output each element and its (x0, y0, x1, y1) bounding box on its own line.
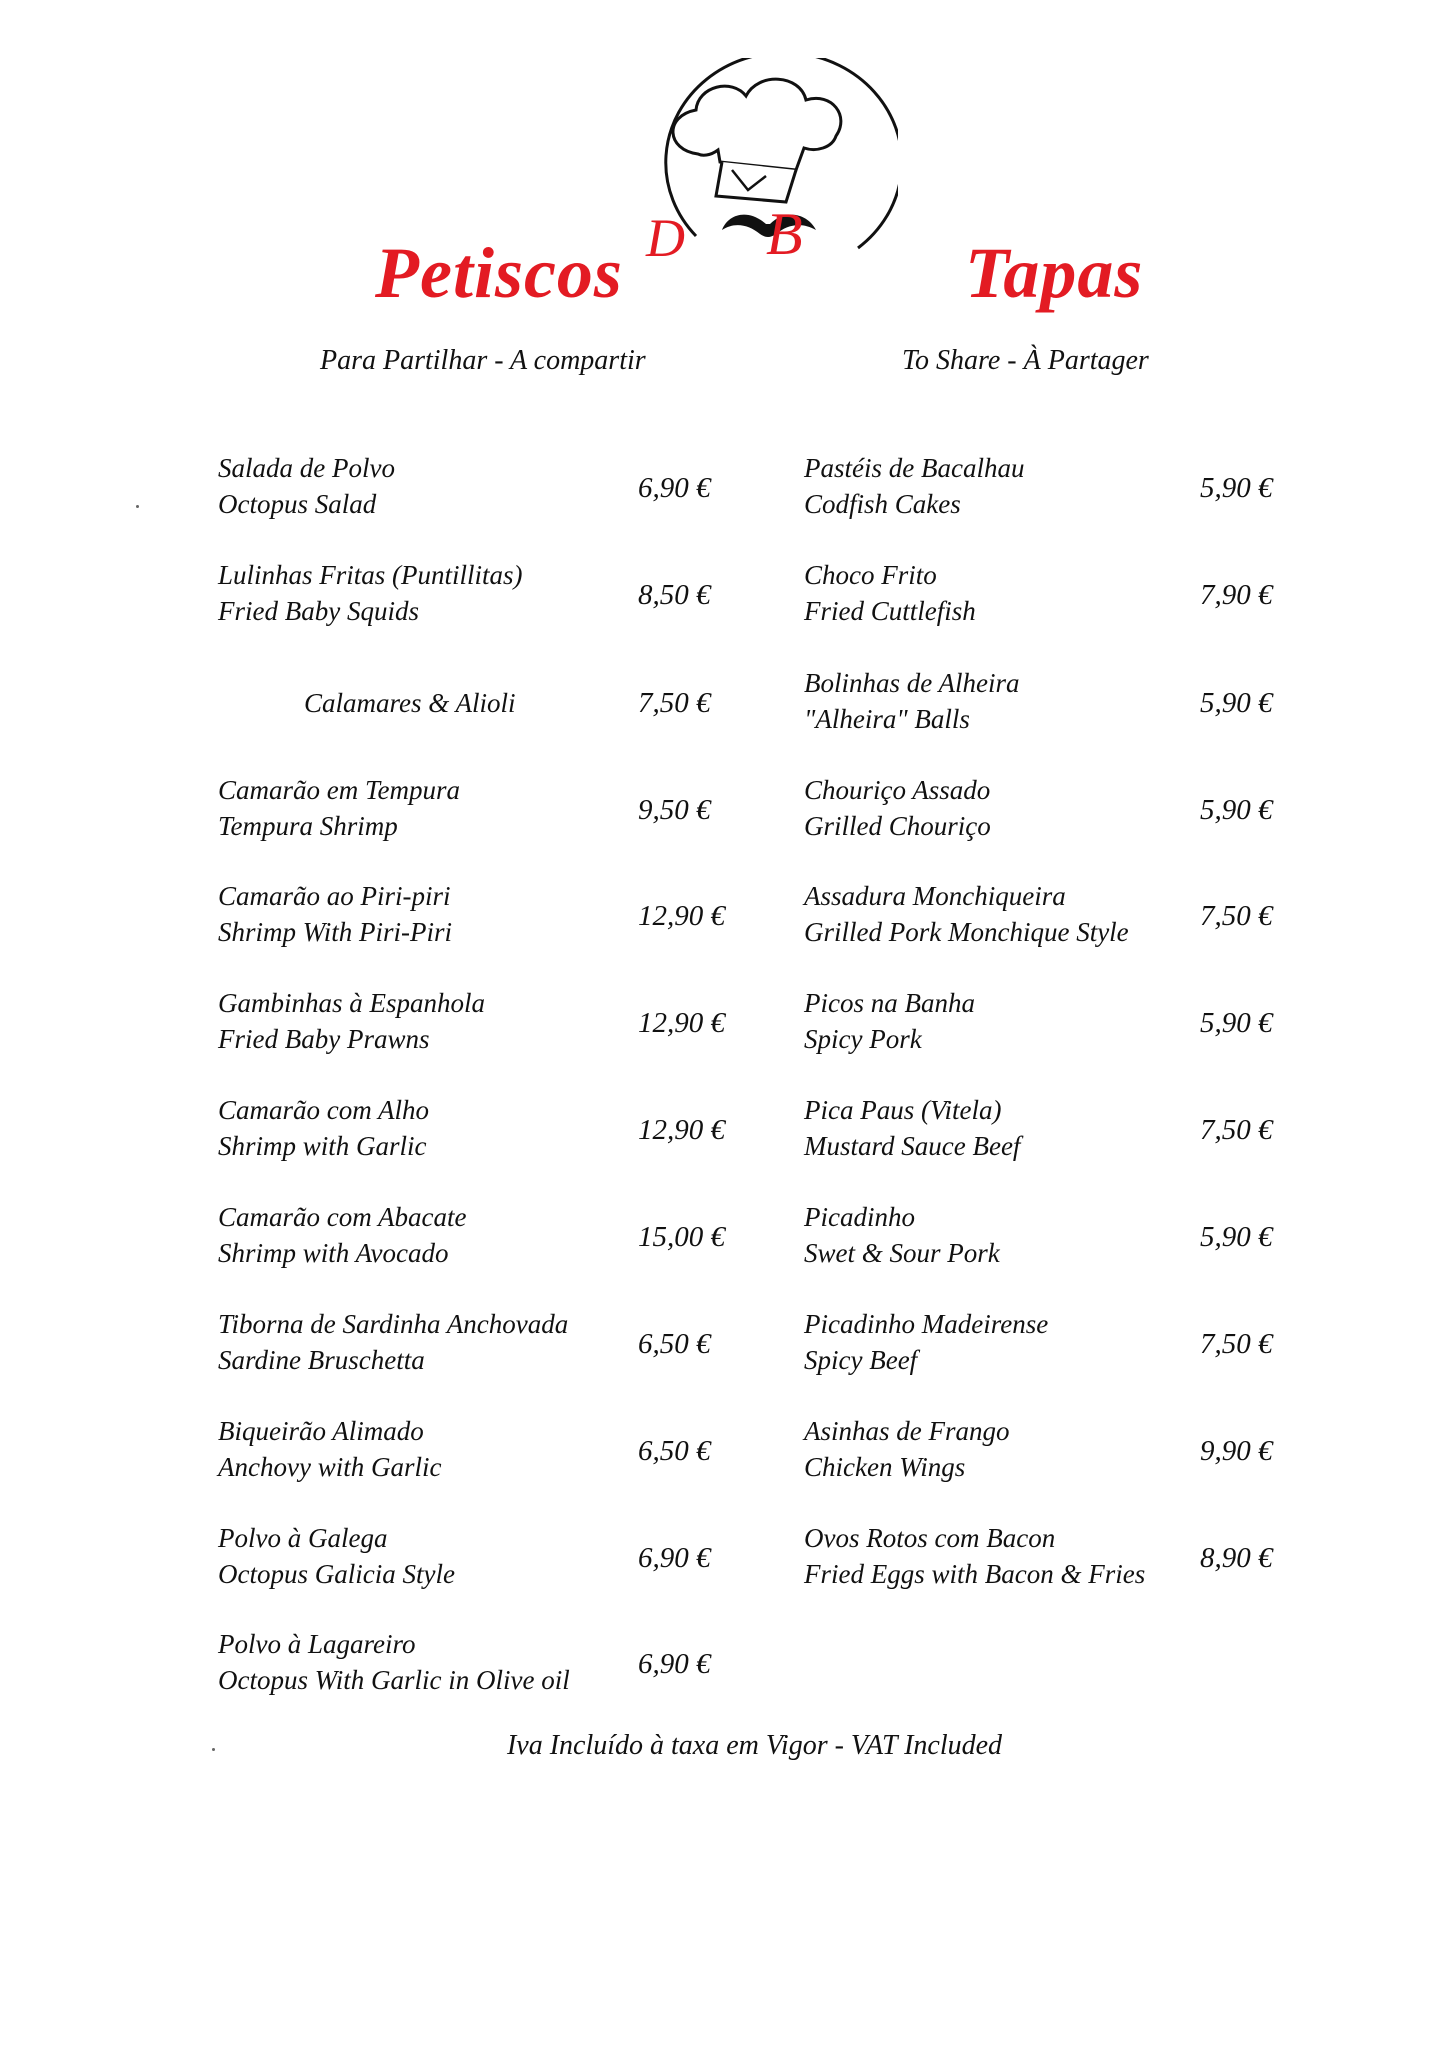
item-price: 7,90 € (1200, 579, 1273, 611)
item-name-en: Chicken Wings (804, 1452, 966, 1482)
item-name-pt: Camarão ao Piri-piri (218, 881, 451, 911)
item-price: 6,50 € (638, 1328, 711, 1360)
item-name-pt: Salada de Polvo (218, 453, 395, 483)
item-name-pt: Asinhas de Frango (804, 1416, 1010, 1446)
item-price: 8,50 € (638, 579, 711, 611)
item-name-pt: Picadinho Madeirense (804, 1309, 1049, 1339)
item-price: 6,50 € (638, 1435, 711, 1467)
menu-item (804, 557, 1284, 637)
item-price: 12,90 € (638, 1007, 725, 1039)
item-name-en: Spicy Beef (804, 1345, 918, 1375)
menu-item (218, 772, 738, 852)
item-name-en: Octopus Galicia Style (218, 1559, 455, 1589)
item-name-pt: Ovos Rotos com Bacon (804, 1523, 1056, 1553)
item-price: 7,50 € (1200, 900, 1273, 932)
logo-initial-b: B (766, 201, 803, 267)
item-price: 5,90 € (1200, 687, 1273, 719)
item-name-pt: Camarão com Abacate (218, 1202, 467, 1232)
menu-item (804, 1199, 1284, 1279)
item-name-pt: Lulinhas Fritas (Puntillitas) (218, 560, 523, 590)
item-price: 5,90 € (1200, 794, 1273, 826)
menu-item (804, 1413, 1284, 1493)
item-price: 15,00 € (638, 1221, 725, 1253)
item-price: 8,90 € (1200, 1542, 1273, 1574)
item-name-pt: Polvo à Lagareiro (218, 1629, 416, 1659)
item-price: 6,90 € (638, 1542, 711, 1574)
item-price: 12,90 € (638, 1114, 725, 1146)
menu-item (218, 1520, 738, 1600)
item-price: 5,90 € (1200, 472, 1273, 504)
menu-item (804, 665, 1284, 745)
item-name-en: "Alheira" Balls (804, 704, 970, 734)
item-name-pt: Chouriço Assado (804, 775, 991, 805)
item-name-en: Sardine Bruschetta (218, 1345, 425, 1375)
menu-item (218, 1092, 738, 1172)
item-name-pt: Camarão em Tempura (218, 775, 461, 805)
scan-speck (136, 505, 139, 508)
heading-petiscos: Petiscos (375, 233, 623, 313)
item-name-pt: Picos na Banha (804, 988, 975, 1018)
item-name-en: Fried Baby Prawns (218, 1024, 430, 1054)
menu-item (804, 450, 1284, 530)
item-name-en: Tempura Shrimp (218, 811, 398, 841)
item-price: 6,90 € (638, 472, 711, 504)
menu-item (218, 557, 738, 637)
item-name-en: Anchovy with Garlic (218, 1452, 442, 1482)
menu-item (804, 772, 1284, 852)
item-name-en: Grilled Pork Monchique Style (804, 917, 1129, 947)
item-name-en: Spicy Pork (804, 1024, 922, 1054)
item-name-pt: Choco Frito (804, 560, 937, 590)
menu-item (218, 985, 738, 1065)
item-price: 12,90 € (638, 900, 725, 932)
menu-item (218, 450, 738, 530)
item-name-pt: Calamares & Alioli (304, 688, 516, 718)
item-name-en: Shrimp with Garlic (218, 1131, 427, 1161)
item-name-en: Fried Eggs with Bacon & Fries (804, 1559, 1146, 1589)
menu-item (218, 1413, 738, 1493)
item-name-pt: Pastéis de Bacalhau (804, 453, 1025, 483)
item-name-en: Mustard Sauce Beef (804, 1131, 1021, 1161)
item-name-pt: Tiborna de Sardinha Anchovada (218, 1309, 569, 1339)
menu-item (218, 665, 738, 745)
subheading-right: To Share - À Partager (902, 345, 1149, 376)
menu-item (218, 1626, 738, 1706)
item-name-en: Grilled Chouriço (804, 811, 991, 841)
menu-item (218, 878, 738, 958)
menu-item (804, 1306, 1284, 1386)
scan-speck (212, 1748, 215, 1751)
menu-item (804, 1092, 1284, 1172)
subheading-left: Para Partilhar - A compartir (320, 345, 646, 376)
item-price: 9,90 € (1200, 1435, 1273, 1467)
item-name-en: Codfish Cakes (804, 489, 961, 519)
item-price: 7,50 € (1200, 1114, 1273, 1146)
item-price: 7,50 € (1200, 1328, 1273, 1360)
vat-footer: Iva Incluído à taxa em Vigor - VAT Included (506, 1730, 1003, 1761)
item-name-pt: Camarão com Alho (218, 1095, 430, 1125)
item-name-pt: Assadura Monchiqueira (804, 881, 1066, 911)
menu-item (804, 878, 1284, 958)
item-price: 6,90 € (638, 1648, 711, 1680)
item-price: 5,90 € (1200, 1007, 1273, 1039)
item-price: 9,50 € (638, 794, 711, 826)
item-name-en: Octopus Salad (218, 489, 377, 519)
chef-hat-logo-icon (636, 58, 898, 286)
item-name-en: Shrimp With Piri-Piri (218, 917, 453, 947)
item-name-pt: Pica Paus (Vitela) (804, 1095, 1002, 1125)
item-name-en: Fried Baby Squids (218, 596, 419, 626)
item-price: 7,50 € (638, 687, 711, 719)
item-name-pt: Biqueirão Alimado (218, 1416, 424, 1446)
menu-item (218, 1306, 738, 1386)
menu-item (218, 1199, 738, 1279)
item-name-pt: Polvo à Galega (218, 1523, 388, 1553)
item-name-en: Shrimp with Avocado (218, 1238, 449, 1268)
item-name-en: Fried Cuttlefish (804, 596, 976, 626)
item-name-pt: Gambinhas à Espanhola (218, 988, 486, 1018)
item-name-en: Swet & Sour Pork (804, 1238, 1000, 1268)
logo-initial-d: D (646, 208, 685, 268)
item-name-pt: Picadinho (804, 1202, 915, 1232)
item-name-pt: Bolinhas de Alheira (804, 668, 1020, 698)
menu-item (804, 1520, 1284, 1600)
menu-item (804, 985, 1284, 1065)
heading-tapas: Tapas (965, 233, 1144, 313)
logo (636, 58, 898, 286)
item-price: 5,90 € (1200, 1221, 1273, 1253)
item-name-en: Octopus With Garlic in Olive oil (218, 1665, 570, 1695)
